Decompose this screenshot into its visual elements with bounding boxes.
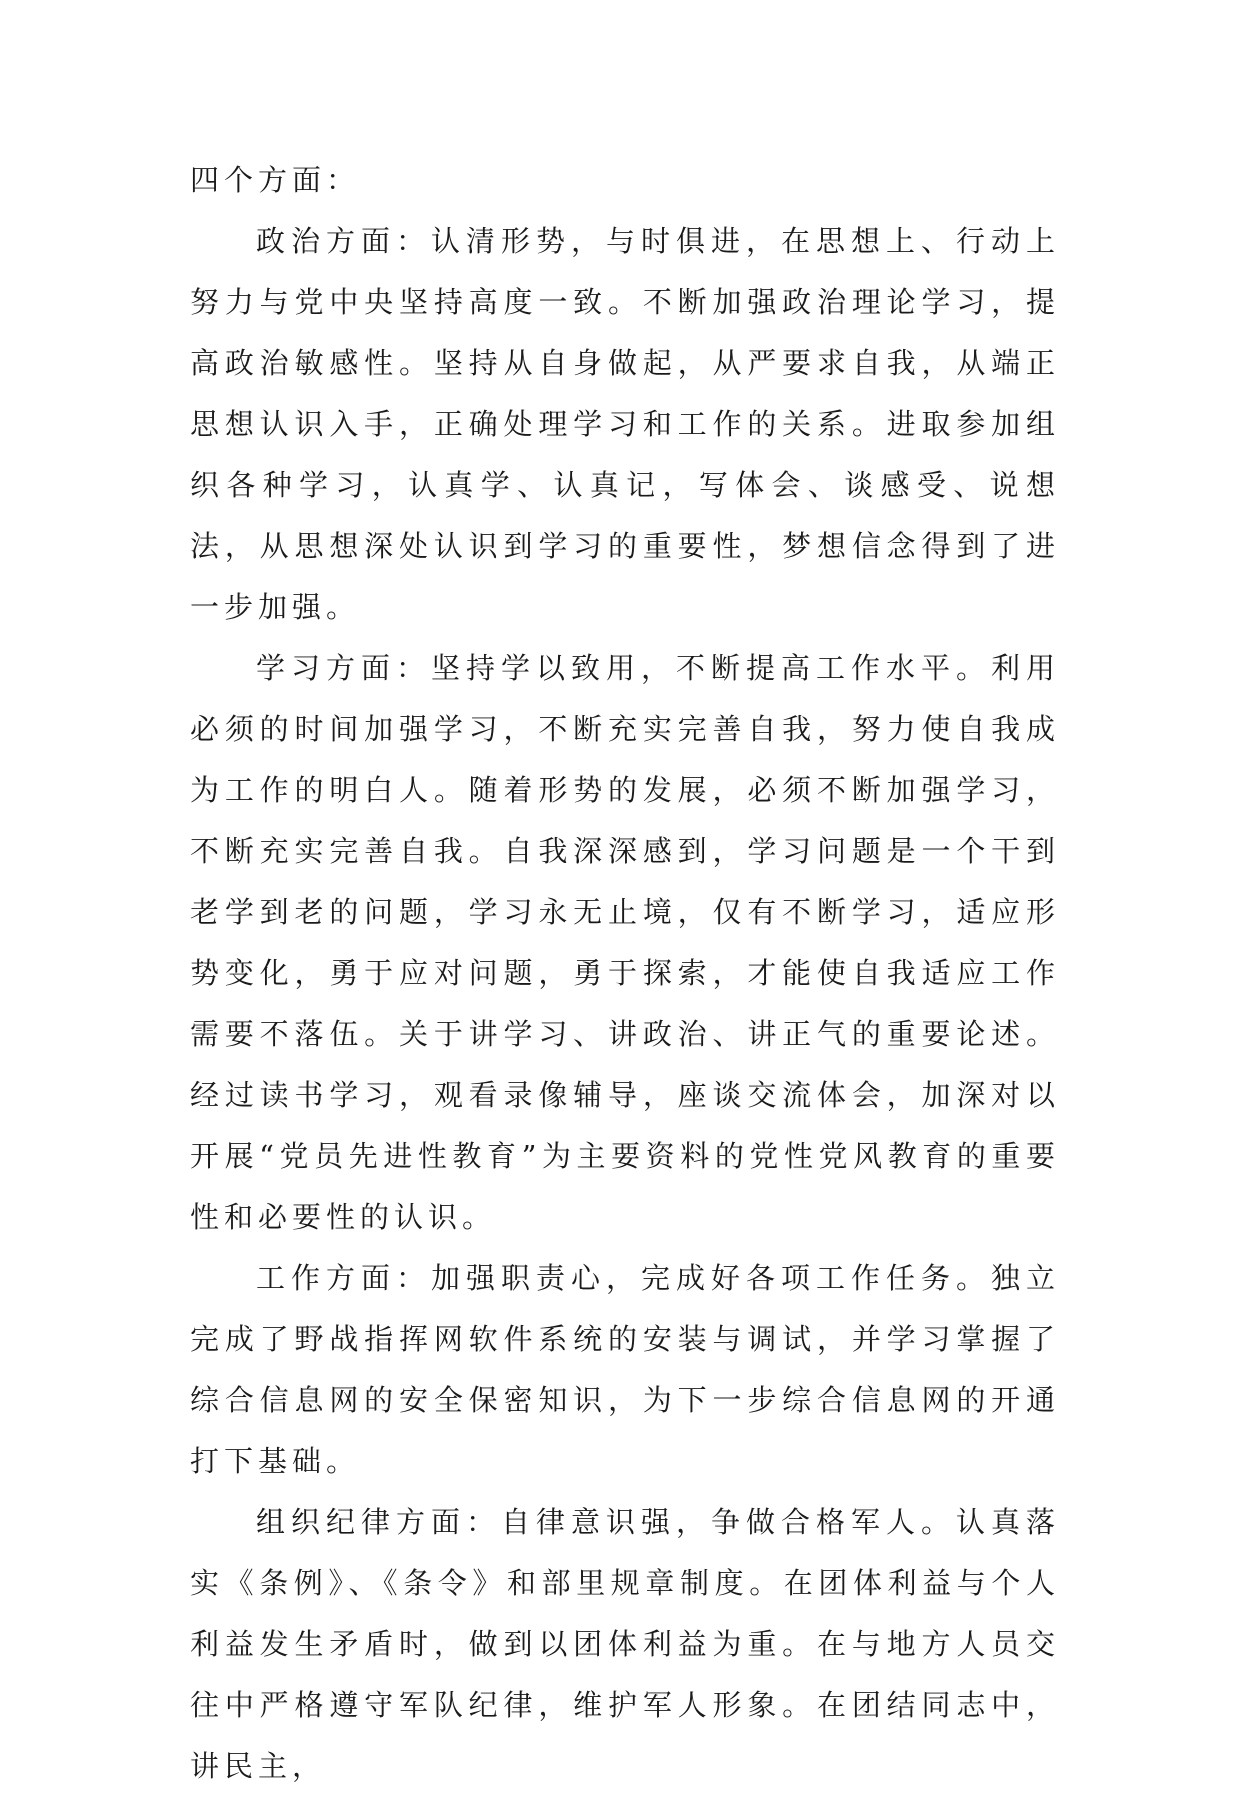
paragraph-work: 工作方面：加强职责心，完成好各项工作任务。独立完成了野战指挥网软件系统的安装与调试，并学习掌握了综合信息网的安全保密知识，为下一步综合信息网的开通打下基础。 <box>190 1261 1060 1478</box>
paragraph-study: 学习方面：坚持学以致用，不断提高工作水平。利用必须的时间加强学习，不断充实完善自我，努力使自我成为工作的明白人。随着形势的发展，必须不断加强学习，不断充实完善自我。自我深深感到，学习问题是一个干到老学到老的问题，学习永无止境，仅有不断学习，适应形势变化，勇于应对问题，勇于探索，才能使自我适应工作需要不落伍。关于讲学习、讲政治、讲正气的重要论述。经过读书学习，观看录像辅导，座谈交流体会，加深对以开展“党员先进性教育”为主要资料的党性党风教育的重要性和必要性的认识。 <box>190 651 1060 1234</box>
paragraph-political: 政治方面：认清形势，与时俱进，在思想上、行动上努力与党中央坚持高度一致。不断加强政治理论学习，提高政治敏感性。坚持从自身做起，从严要求自我，从端正思想认识入手，正确处理学习和工作的关系。进取参加组织各种学习，认真学、认真记，写体会、谈感受、说想法，从思想深处认识到学习的重要性，梦想信念得到了进一步加强。 <box>190 224 1060 624</box>
paragraph-discipline: 组织纪律方面：自律意识强，争做合格军人。认真落实《条例》、《条令》和部里规章制度。在团体利益与个人利益发生矛盾时，做到以团体利益为重。在与地方人员交往中严格遵守军队纪律，维护军人形象。在团结同志中，讲民主， <box>190 1505 1060 1783</box>
document-body <box>190 150 1060 1797</box>
paragraph-intro: 四个方面： <box>190 163 361 197</box>
